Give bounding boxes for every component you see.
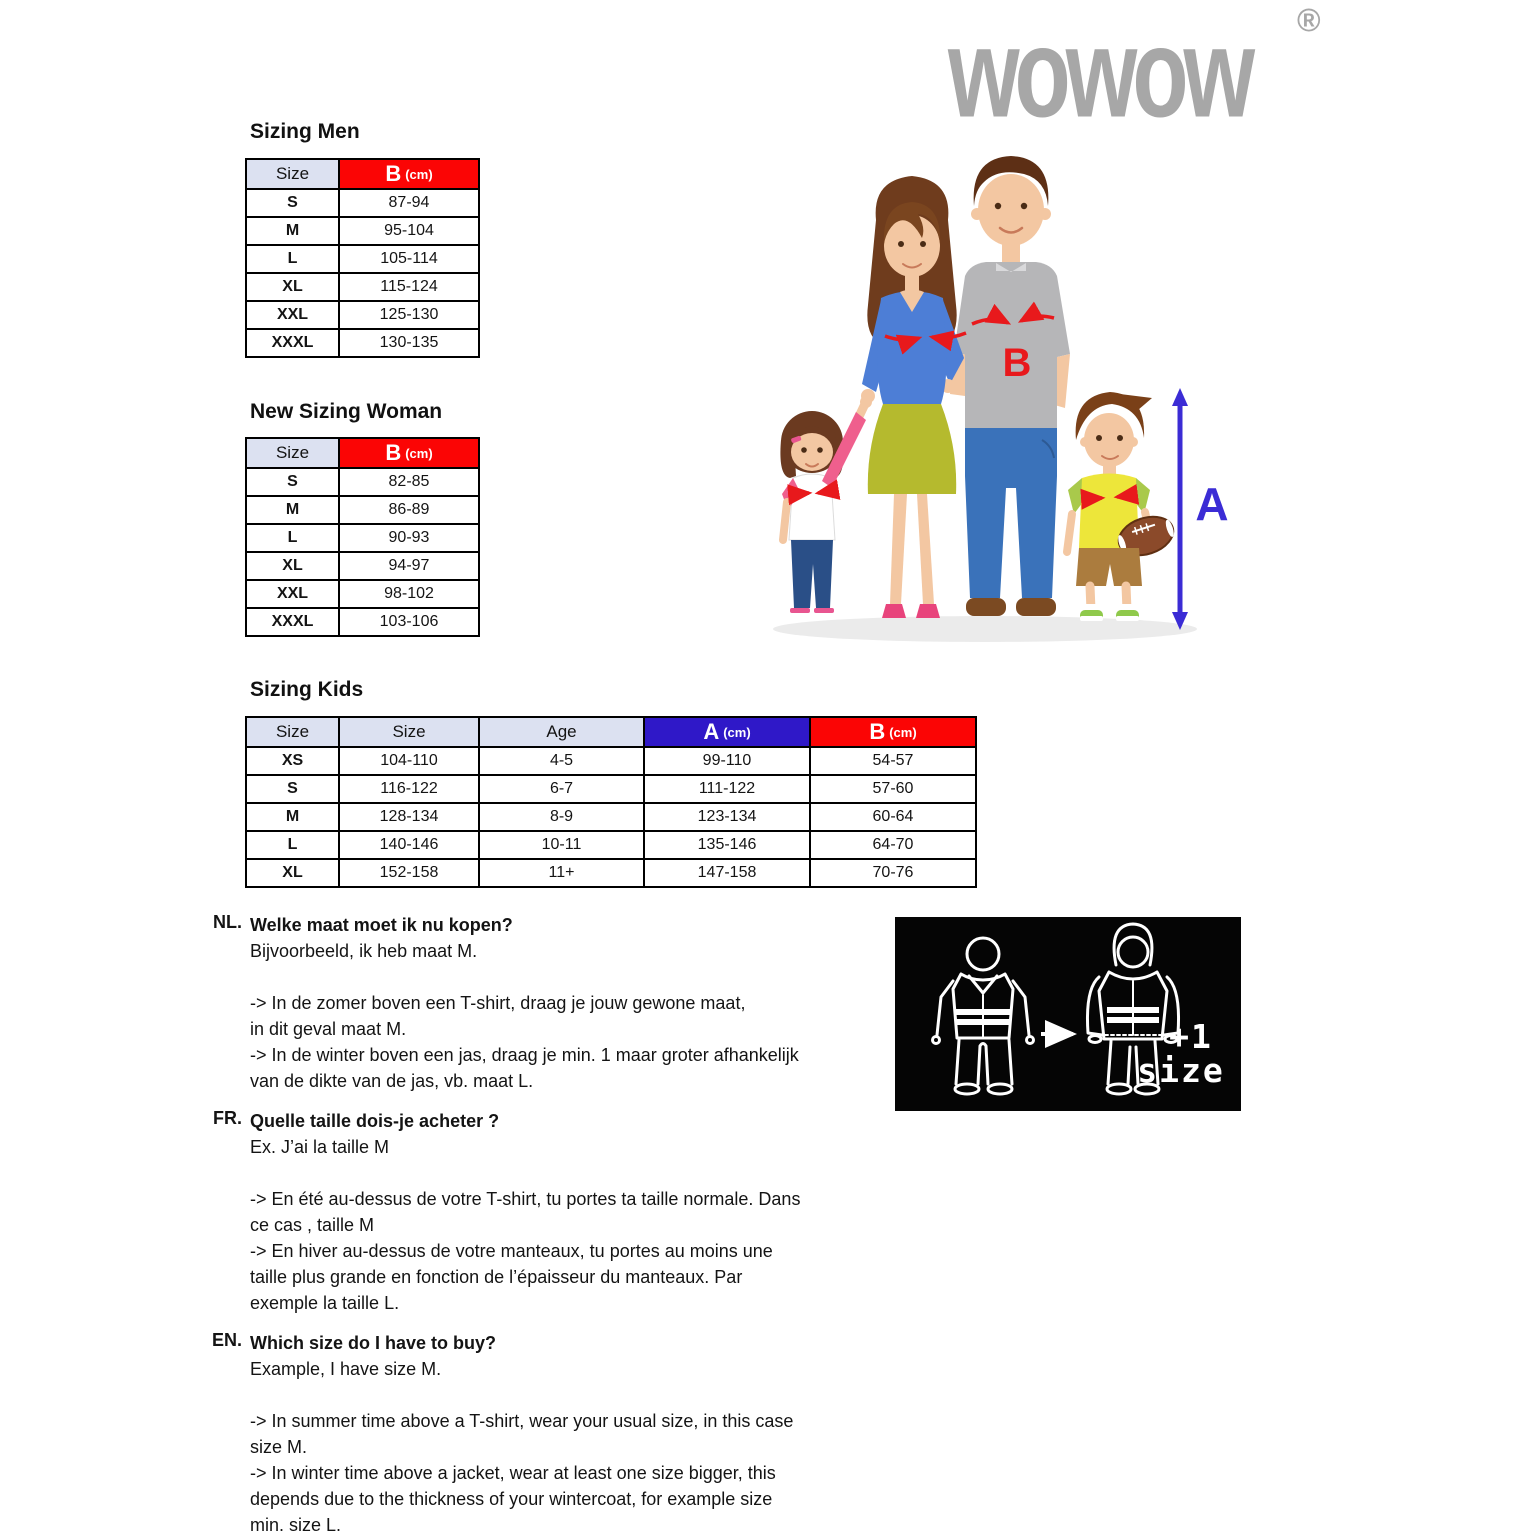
cell-size: M — [246, 496, 339, 524]
table-row — [246, 189, 479, 217]
col-header-size2: Size — [339, 717, 479, 747]
text-line: -> In de zomer boven een T-shirt, draag je jouw gewone maat, — [250, 993, 746, 1013]
size-up-illustration — [895, 917, 1241, 1111]
text-line: depends due to the thickness of your wintercoat, for example size — [250, 1489, 773, 1509]
b-letter: B — [385, 161, 402, 186]
text-line — [250, 1160, 800, 1186]
height-arrow — [1172, 388, 1188, 630]
col-header-b — [339, 159, 479, 189]
section-en-body — [250, 1330, 793, 1538]
sizing-men-table — [245, 158, 480, 358]
text-line: -> In de winter boven een jas, draag je min. 1 maar groter afhankelijk — [250, 1045, 799, 1065]
cell-a: 135-146 — [644, 831, 810, 859]
family-measurement-illustration — [760, 140, 1280, 660]
text-line — [250, 1382, 793, 1408]
cell-b: 64-70 — [810, 831, 976, 859]
text-line: -> En hiver au-dessus de votre manteaux, tu portes au moins une — [250, 1241, 773, 1261]
sizing-woman-table — [245, 437, 480, 637]
cell-b: 90-93 — [339, 524, 479, 552]
cell-b: 86-89 — [339, 496, 479, 524]
sizing-kids-table — [245, 716, 977, 888]
section-fr-body — [250, 1108, 800, 1316]
table-row — [246, 468, 479, 496]
cell-a: 99-110 — [644, 747, 810, 775]
col-header-size: Size — [246, 717, 339, 747]
col-header-b — [810, 717, 976, 747]
text-line: size M. — [250, 1437, 308, 1457]
cell-height: 116-122 — [339, 775, 479, 803]
b-unit: (cm) — [405, 445, 433, 461]
cell-b: 98-102 — [339, 580, 479, 608]
registered-trademark-icon: ® — [1297, 2, 1321, 38]
vest-figure — [933, 938, 1034, 1094]
cell-size: XS — [246, 747, 339, 775]
section-heading: Welke maat moet ik nu kopen? — [250, 915, 513, 935]
table-row — [246, 552, 479, 580]
table-row — [246, 747, 976, 775]
cell-b: 87-94 — [339, 189, 479, 217]
cell-size: L — [246, 831, 339, 859]
b-unit: (cm) — [889, 724, 917, 740]
measure-b-label: B — [1002, 341, 1032, 385]
col-header-size: Size — [246, 438, 339, 468]
cell-age: 8-9 — [479, 803, 644, 831]
cell-size: XXL — [246, 301, 339, 329]
cell-a: 123-134 — [644, 803, 810, 831]
table-row — [246, 273, 479, 301]
cell-age: 10-11 — [479, 831, 644, 859]
plus-one-label: +1 — [1169, 1017, 1213, 1056]
b-unit: (cm) — [405, 166, 433, 182]
language-label-en: EN. — [211, 1330, 242, 1350]
text-line: van de dikte van de jas, vb. maat L. — [250, 1071, 534, 1091]
table-row — [246, 608, 479, 636]
cell-b: 130-135 — [339, 329, 479, 357]
text-line: Example, I have size M. — [250, 1359, 442, 1379]
boy-figure — [1067, 392, 1178, 621]
cell-height: 140-146 — [339, 831, 479, 859]
cell-size: L — [246, 524, 339, 552]
cell-a: 111-122 — [644, 775, 810, 803]
cell-b: 125-130 — [339, 301, 479, 329]
size-up-diagram — [895, 917, 1241, 1111]
table-row — [246, 859, 976, 887]
section-nl-body — [250, 912, 799, 1094]
cell-size: M — [246, 217, 339, 245]
cell-size: S — [246, 775, 339, 803]
girl-figure — [780, 396, 872, 620]
sizing-woman-title: New Sizing Woman — [250, 400, 443, 423]
cell-size: S — [246, 189, 339, 217]
section-heading: Which size do I have to buy? — [250, 1333, 497, 1353]
text-line: -> In winter time above a jacket, wear at least one size bigger, this — [250, 1463, 776, 1483]
col-header-b — [339, 438, 479, 468]
table-row — [246, 831, 976, 859]
cell-b: 54-57 — [810, 747, 976, 775]
table-row — [246, 329, 479, 357]
cell-height: 104-110 — [339, 747, 479, 775]
cell-b: 95-104 — [339, 217, 479, 245]
cell-height: 128-134 — [339, 803, 479, 831]
cell-b: 60-64 — [810, 803, 976, 831]
table-row — [246, 775, 976, 803]
language-label-nl: NL. — [213, 912, 242, 932]
cell-height: 152-158 — [339, 859, 479, 887]
sizing-men-title: Sizing Men — [250, 120, 360, 143]
cell-age: 11+ — [479, 859, 644, 887]
wowow-logo: wowow — [948, 3, 1251, 145]
table-row — [246, 496, 479, 524]
text-line: in dit geval maat M. — [250, 1019, 407, 1039]
cell-b: 103-106 — [339, 608, 479, 636]
col-header-age: Age — [479, 717, 644, 747]
col-header-a — [644, 717, 810, 747]
text-line: Bijvoorbeeld, ik heb maat M. — [250, 941, 478, 961]
col-header-size: Size — [246, 159, 339, 189]
b-letter: B — [869, 719, 886, 744]
cell-size: XL — [246, 859, 339, 887]
cell-age: 4-5 — [479, 747, 644, 775]
cell-size: S — [246, 468, 339, 496]
cell-b: 82-85 — [339, 468, 479, 496]
table-row — [246, 245, 479, 273]
text-line: Ex. J’ai la taille M — [250, 1137, 390, 1157]
a-letter: A — [703, 719, 720, 744]
size-label: size — [1137, 1051, 1225, 1090]
text-line: ce cas , taille M — [250, 1215, 375, 1235]
measure-a-label: A — [1195, 478, 1229, 530]
cell-age: 6-7 — [479, 775, 644, 803]
cell-size: XXXL — [246, 608, 339, 636]
woman-figure — [861, 176, 964, 618]
cell-b: 94-97 — [339, 552, 479, 580]
table-row — [246, 580, 479, 608]
cell-size: XL — [246, 552, 339, 580]
text-line: taille plus grande en fonction de l’épaisseur du manteaux. Par — [250, 1267, 743, 1287]
table-header-row — [246, 717, 976, 747]
text-line: -> En été au-dessus de votre T-shirt, tu portes ta taille normale. Dans — [250, 1189, 801, 1209]
text-line: -> In summer time above a T-shirt, wear your usual size, in this case — [250, 1411, 794, 1431]
text-line: exemple la taille L. — [250, 1293, 400, 1313]
cell-size: M — [246, 803, 339, 831]
table-header-row — [246, 438, 479, 468]
sizing-kids-title: Sizing Kids — [250, 678, 364, 701]
cell-size: XXXL — [246, 329, 339, 357]
cell-a: 147-158 — [644, 859, 810, 887]
cell-size: XXL — [246, 580, 339, 608]
section-heading: Quelle taille dois-je acheter ? — [250, 1111, 500, 1131]
table-row — [246, 301, 479, 329]
table-row — [246, 803, 976, 831]
a-unit: (cm) — [723, 724, 751, 740]
table-row — [246, 524, 479, 552]
cell-b: 105-114 — [339, 245, 479, 273]
cell-b: 57-60 — [810, 775, 976, 803]
cell-b: 70-76 — [810, 859, 976, 887]
text-line: min. size L. — [250, 1515, 342, 1535]
language-label-fr: FR. — [213, 1108, 242, 1128]
man-figure — [950, 156, 1070, 616]
cell-size: L — [246, 245, 339, 273]
table-row — [246, 217, 479, 245]
cell-size: XL — [246, 273, 339, 301]
b-letter: B — [385, 440, 402, 465]
text-line — [250, 964, 799, 990]
cell-b: 115-124 — [339, 273, 479, 301]
table-header-row — [246, 159, 479, 189]
